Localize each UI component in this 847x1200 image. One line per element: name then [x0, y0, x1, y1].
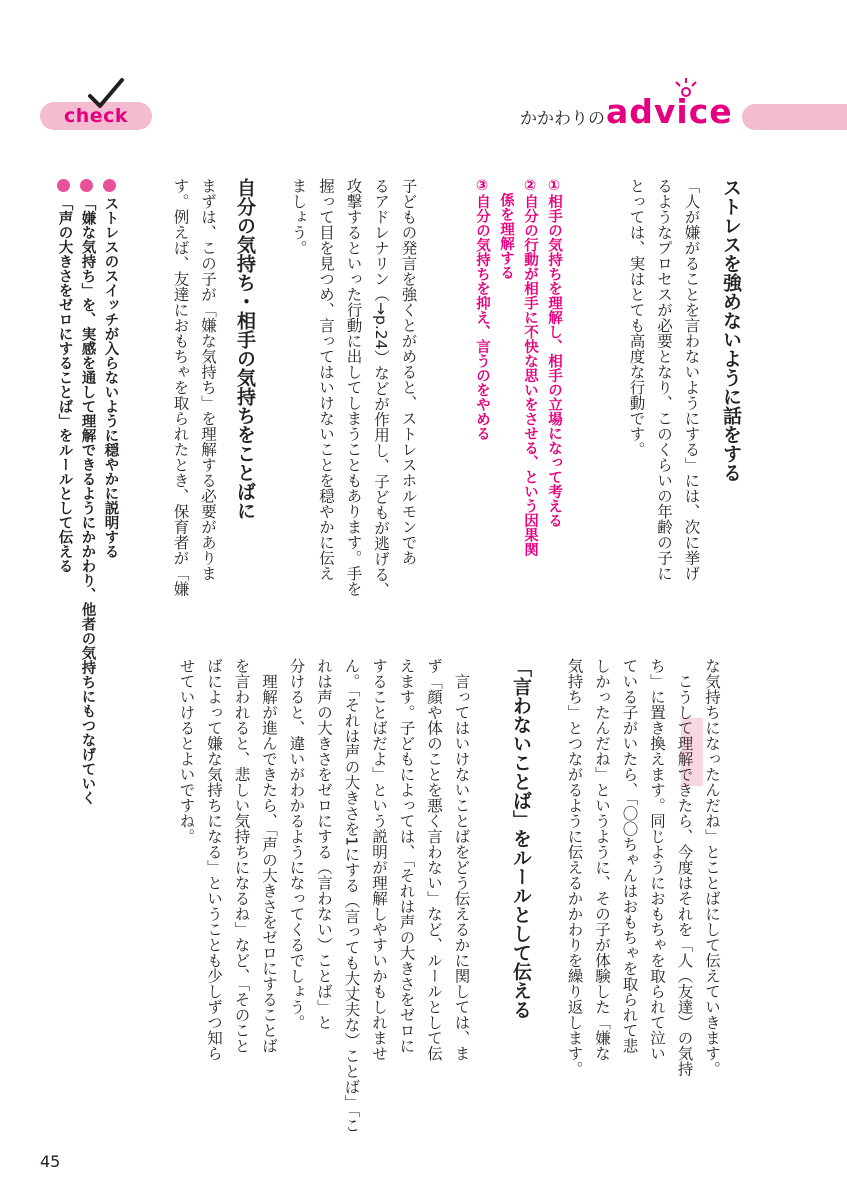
section2-body: まずは、この子が「嫌な気持ち」を理解する必要がありま す。例えば、友達におもちゃを取られたとき、保育者が「嫌	[171, 178, 217, 597]
page-number: 45	[40, 1152, 61, 1171]
section1-body: 子どもの発言を強くとがめると、ストレスホルモンであ るアドレナリン（→p.24）などが作用し、子どもが逃げる、 攻撃するといった行動に出してしまうこともあります。手を 握って目を見つめ、言ってはいけないことを穏やかに伝え ましょう。	[289, 178, 418, 598]
check-point: 「嫌な気持ち」を、実感を通して理解できるようにかかわり、他者の気持ちにもつなげていく	[79, 196, 96, 805]
check-point: ストレスのスイッチが入らないように穏やかに説明する	[102, 196, 119, 559]
check-label: check	[63, 105, 129, 127]
advice-title: advice	[606, 92, 733, 131]
advice-prefix: かかわりの	[520, 109, 605, 129]
checkmark-icon	[86, 76, 126, 112]
bullet-dot	[103, 179, 116, 192]
section1-heading: ストレスを強めないように話をする	[720, 178, 742, 482]
section1-intro: 「人が嫌がることを言わないようにする」には、次に挙げ るようなプロセスが必要となり、このくらいの年齢の子に とっては、実はとても高度な行動です。	[627, 178, 701, 581]
section4-body: 言ってはいけないことばをどう伝えるかに関しては、ま ず「顔や体のことを悪く言わない」など、ルールとして伝 えます。子どもによっては、「それは声の大きさをゼロに することばだよ」という説明が理解しやすいかもしれませ ん。「それは声の大きさを1にする（言っても大丈夫な）ことば」「こ れは声の大きさをゼロにする（言わない）ことば」と 分けると、違いがわかるようになってくるでしょう。 理解が進んできたら、「声の大きさをゼロにすることば を言われると、悲しい気持ちになるね」など、「そのこと ばによって嫌な気持ちになる」ということも少しずつ知ら せていけるとよいですね。	[177, 658, 471, 1133]
section1-points: ①相手の気持ちを理解し、相手の立場になって考える ②自分の行動が相手に不快な思いをさせる、という因果関 係を理解する ③自分の気持ちを抑え、言うのをやめる	[474, 178, 562, 557]
bullet-dot	[57, 179, 70, 192]
lightbulb-icon	[673, 76, 699, 98]
section4-heading: 「言わないことば」をルールとして伝える	[510, 658, 532, 1019]
section3-body: な気持ちになったんだね」とことばにして伝えていきます。 こうして理解できたら、今度はそれを「人（友達）の気持 ち」に置き換えます。同じようにおもちゃを取られて泣い ている子がいたら、「〇〇ちゃんはおもちゃを取られて悲 しかったんだね」というように、その子が体験した「嫌な 気持ち」とつながるように伝えるかかわりを繰り返します。	[565, 658, 721, 1077]
bullet-dot	[80, 179, 93, 192]
check-point: 「声の大きさをゼロにすることば」をルールとして伝える	[56, 196, 73, 573]
advice-header-bar	[742, 104, 847, 130]
section2-heading: 自分の気持ち・相手の気持ちをことばに	[234, 178, 256, 520]
